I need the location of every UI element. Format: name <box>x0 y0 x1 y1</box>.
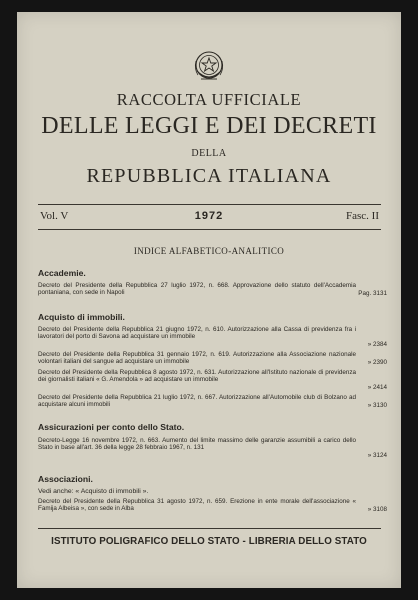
entry-page: » 2390 <box>367 359 387 366</box>
footer-divider <box>38 528 381 529</box>
entry-page: » 3130 <box>367 402 387 409</box>
index-entry: Decreto del Presidente della Repubblica 8 agosto 1972, n. 631. Autorizzazione all'Istituto nazionale di previdenza dei giornalisti italiani « G. Amendola » ad acquistare un immobile <box>38 369 356 384</box>
entry-page: » 2414 <box>367 384 387 391</box>
entry-page: » 2384 <box>367 341 387 348</box>
fascicle-label: Fasc. II <box>346 210 379 222</box>
italian-republic-emblem-icon <box>193 49 225 85</box>
index-entry: Decreto del Presidente della Repubblica 31 gennaio 1972, n. 619. Autorizzazione alla Associazione nazionale volontari italiani del sangue ad acquistare un immobile <box>38 351 356 366</box>
index-entry: Decreto del Presidente della Repubblica 31 agosto 1972, n. 659. Erezione in ente morale dell'associazione « Famija Albeisa », con sede in Alba <box>38 498 356 513</box>
index-title: INDICE ALFABETICO-ANALITICO <box>133 246 285 256</box>
index-entry: Decreto del Presidente della Repubblica 21 luglio 1972, n. 667. Autorizzazione all'Automobile club di Bolzano ad acquistare alcuni immobili <box>38 394 356 409</box>
book-cover <box>17 12 401 588</box>
section-title-associazioni: Associazioni. <box>38 474 93 484</box>
section-title-acquisto: Acquisto di immobili. <box>38 312 125 322</box>
bottom-divider <box>38 229 381 230</box>
publisher-footer: ISTITUTO POLIGRAFICO DELLO STATO - LIBRERIA DELLO STATO <box>51 536 367 547</box>
top-divider <box>38 204 381 205</box>
volume-label: Vol. V <box>40 210 69 222</box>
title-line-della: DELLA <box>191 148 227 159</box>
year-label: 1972 <box>194 210 224 222</box>
title-line-raccolta: RACCOLTA UFFICIALE <box>116 90 302 109</box>
entry-page: » 3124 <box>367 452 387 459</box>
index-entry: Decreto del Presidente della Repubblica 21 giugno 1972, n. 610. Autorizzazione alla Cassa di previdenza fra i lavoratori del porto di Savona ad acquistare un immobile <box>38 326 356 341</box>
index-entry: Decreto-Legge 16 novembre 1972, n. 663. Aumento del limite massimo delle garanzie assumibili a carico dello Stato in base all'art. 36 della legge 28 febbraio 1967, n. 131 <box>38 437 356 452</box>
entry-page: Pag. 3131 <box>358 290 387 297</box>
title-line-leggi-decreti: DELLE LEGGI E DEI DECRETI <box>41 113 377 139</box>
index-entry: Decreto del Presidente della Repubblica 27 luglio 1972, n. 668. Approvazione dello statuto dell'Accademia pontaniana, con sede in Napoli <box>38 282 356 297</box>
section-title-accademie: Accademie. <box>38 268 86 278</box>
entry-page: » 3108 <box>367 506 387 513</box>
section-title-assicurazioni: Assicurazioni per conto dello Stato. <box>38 422 185 432</box>
see-also-note: Vedi anche: « Acquisto di immobili ». <box>38 488 149 495</box>
title-line-repubblica: REPUBBLICA ITALIANA <box>86 165 332 187</box>
